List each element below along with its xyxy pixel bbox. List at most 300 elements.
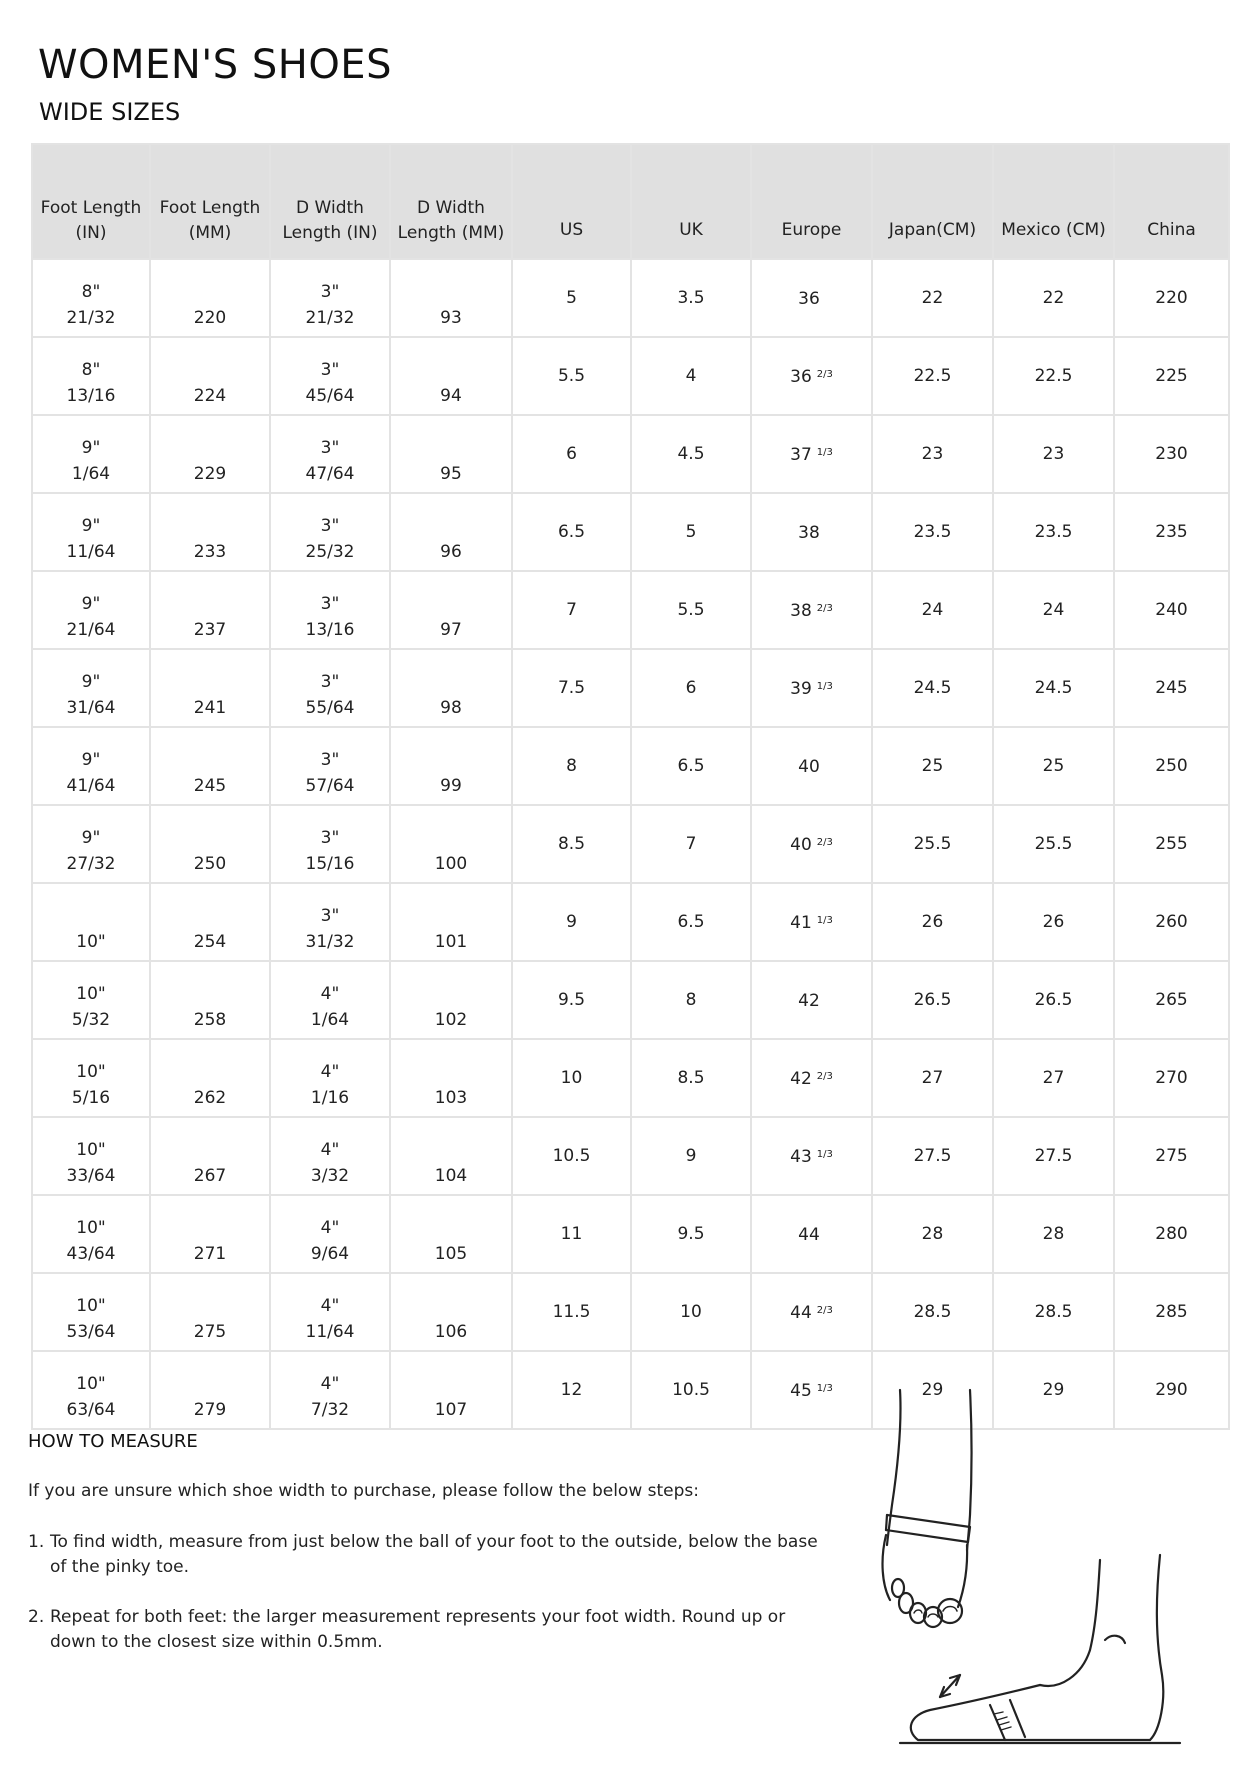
cell-value: 44 [790, 1303, 812, 1323]
table-cell [751, 727, 872, 805]
europe-fraction: 1/3 [816, 1149, 833, 1160]
cell-line: 5/16 [71, 1088, 111, 1108]
cell-line: 10" [76, 1296, 106, 1316]
table-cell [872, 727, 993, 805]
cell-value: 11.5 [552, 1302, 591, 1322]
table-cell [751, 337, 872, 415]
cell-value: 233 [193, 542, 227, 562]
table-cell [751, 415, 872, 493]
column-header [1114, 144, 1229, 259]
cell-value: 237 [193, 620, 227, 640]
table-cell [631, 961, 751, 1039]
cell-value: 270 [1155, 1068, 1188, 1088]
cell-line: 7/32 [310, 1400, 350, 1420]
cell-value: 267 [193, 1166, 227, 1186]
cell-line: 63/64 [66, 1400, 116, 1420]
cell-value: 9.5 [557, 990, 586, 1010]
cell-value: 265 [1155, 990, 1188, 1010]
table-cell [872, 493, 993, 571]
table-cell [1114, 415, 1229, 493]
table-cell [32, 493, 150, 571]
table-cell [751, 1351, 872, 1429]
cell-value: 7.5 [557, 678, 586, 698]
table-cell [270, 493, 390, 571]
table-cell [150, 1039, 270, 1117]
measure-step [28, 1530, 828, 1580]
table-cell [631, 337, 751, 415]
table-cell [512, 1039, 631, 1117]
table-cell [631, 1039, 751, 1117]
cell-value: 260 [1155, 912, 1188, 932]
table-cell [1114, 1117, 1229, 1195]
table-cell [872, 1039, 993, 1117]
table-cell [993, 883, 1114, 961]
column-header-line: US [559, 220, 584, 240]
table-cell [32, 1117, 150, 1195]
table-cell [872, 415, 993, 493]
table-cell [390, 1195, 512, 1273]
table-row [32, 1273, 1229, 1351]
column-header-line: Length (IN) [282, 223, 378, 243]
cell-value: 240 [1155, 600, 1188, 620]
cell-value: 27.5 [913, 1146, 952, 1166]
column-header [150, 144, 270, 259]
cell-value: 23.5 [1034, 522, 1073, 542]
cell-line: 21/32 [66, 308, 116, 328]
cell-value: 22 [1042, 288, 1065, 308]
table-cell [993, 1039, 1114, 1117]
cell-value: 100 [434, 854, 468, 874]
table-cell [270, 415, 390, 493]
cell-line: 10" [76, 1062, 106, 1082]
cell-line: 27/32 [66, 854, 116, 874]
table-cell [631, 1273, 751, 1351]
page-subtitle: WIDE SIZES [39, 98, 181, 126]
cell-line: 31/32 [305, 932, 355, 952]
cell-value: 245 [193, 776, 227, 796]
cell-value: 5 [566, 288, 577, 308]
cell-value: 279 [193, 1400, 227, 1420]
table-cell [270, 727, 390, 805]
cell-line: 10" [76, 1374, 106, 1394]
cell-value: 42 [798, 991, 820, 1011]
table-cell [32, 1039, 150, 1117]
cell-value: 106 [434, 1322, 468, 1342]
cell-value: 224 [193, 386, 227, 406]
cell-line: 25/32 [305, 542, 355, 562]
column-header-line: Foot Length [40, 198, 142, 218]
table-cell [993, 727, 1114, 805]
cell-line: 1/64 [310, 1010, 350, 1030]
column-header-line: (IN) [75, 223, 107, 243]
column-header-line: Japan(CM) [888, 220, 977, 240]
cell-value: 36 [790, 367, 812, 387]
europe-fraction: 2/3 [816, 1305, 833, 1316]
table-cell [390, 415, 512, 493]
cell-value: 4.5 [677, 444, 705, 464]
table-cell [512, 259, 631, 337]
cell-value: 275 [1155, 1146, 1188, 1166]
column-header-line: (MM) [188, 223, 232, 243]
cell-line: 45/64 [305, 386, 355, 406]
cell-value: 24.5 [1034, 678, 1073, 698]
cell-line: 9" [81, 516, 101, 536]
table-cell [631, 571, 751, 649]
cell-value: 28.5 [1034, 1302, 1073, 1322]
table-cell [631, 415, 751, 493]
table-cell [993, 1273, 1114, 1351]
measure-step [28, 1605, 828, 1655]
cell-line: 33/64 [66, 1166, 116, 1186]
cell-line: 9" [81, 750, 101, 770]
cell-value: 28.5 [913, 1302, 952, 1322]
cell-value: 6 [566, 444, 577, 464]
table-cell [1114, 571, 1229, 649]
table-cell [32, 259, 150, 337]
table-cell [390, 727, 512, 805]
cell-value: 41 [790, 913, 812, 933]
column-header-line: Mexico (CM) [1001, 220, 1106, 240]
table-cell [512, 1117, 631, 1195]
table-cell [631, 493, 751, 571]
cell-value: 225 [1155, 366, 1188, 386]
cell-value: 27.5 [1034, 1146, 1073, 1166]
cell-value: 36 [798, 289, 820, 309]
table-cell [390, 649, 512, 727]
table-cell [32, 1351, 150, 1429]
table-cell [512, 883, 631, 961]
table-cell [390, 571, 512, 649]
column-header [631, 144, 751, 259]
cell-value: 44 [798, 1225, 820, 1245]
table-cell [32, 805, 150, 883]
table-cell [872, 961, 993, 1039]
cell-value: 290 [1155, 1380, 1188, 1400]
table-cell [751, 1195, 872, 1273]
table-cell [270, 259, 390, 337]
table-cell [1114, 1273, 1229, 1351]
table-cell [512, 337, 631, 415]
cell-line: 3" [320, 282, 340, 302]
cell-value: 96 [440, 542, 462, 562]
column-header [390, 144, 512, 259]
table-cell [32, 649, 150, 727]
cell-line: 9" [81, 828, 101, 848]
europe-fraction: 1/3 [816, 1383, 833, 1394]
table-cell [1114, 493, 1229, 571]
europe-fraction: 1/3 [816, 447, 833, 458]
table-cell [390, 883, 512, 961]
table-cell [631, 259, 751, 337]
table-cell [150, 1195, 270, 1273]
cell-line: 47/64 [305, 464, 355, 484]
table-cell [270, 1117, 390, 1195]
cell-value: 262 [193, 1088, 227, 1108]
cell-value: 255 [1155, 834, 1188, 854]
cell-value: 11 [560, 1224, 583, 1244]
cell-line: 4" [320, 1296, 340, 1316]
cell-line: 11/64 [305, 1322, 355, 1342]
cell-line: 10" [76, 1218, 106, 1238]
table-cell [32, 727, 150, 805]
cell-value: 23.5 [913, 522, 952, 542]
table-cell [631, 1351, 751, 1429]
table-cell [1114, 337, 1229, 415]
table-cell [390, 1273, 512, 1351]
table-cell [993, 571, 1114, 649]
table-cell [1114, 805, 1229, 883]
cell-value: 22 [921, 288, 944, 308]
cell-value: 26 [1042, 912, 1065, 932]
table-cell [512, 649, 631, 727]
table-cell [270, 337, 390, 415]
cell-line: 4" [320, 1218, 340, 1238]
cell-value: 220 [1155, 288, 1188, 308]
cell-value: 26 [921, 912, 944, 932]
cell-value: 38 [790, 601, 812, 621]
cell-line: 55/64 [305, 698, 355, 718]
table-cell [631, 1117, 751, 1195]
cell-value: 99 [440, 776, 462, 796]
table-cell [751, 259, 872, 337]
table-cell [150, 805, 270, 883]
cell-value: 104 [434, 1166, 468, 1186]
cell-value: 7 [685, 834, 697, 854]
cell-line: 5/32 [71, 1010, 111, 1030]
table-cell [872, 1117, 993, 1195]
cell-value: 24.5 [913, 678, 952, 698]
table-cell [512, 1273, 631, 1351]
table-cell [872, 1273, 993, 1351]
cell-value: 28 [921, 1224, 944, 1244]
table-row [32, 1117, 1229, 1195]
cell-value: 6.5 [677, 756, 705, 776]
table-cell [512, 493, 631, 571]
cell-value: 25 [921, 756, 944, 776]
cell-value: 258 [193, 1010, 227, 1030]
table-cell [32, 571, 150, 649]
cell-line: 9" [81, 594, 101, 614]
cell-value: 6.5 [557, 522, 586, 542]
table-cell [270, 805, 390, 883]
cell-line: 3" [320, 360, 340, 380]
cell-line: 3" [320, 828, 340, 848]
table-cell [150, 415, 270, 493]
table-cell [32, 1273, 150, 1351]
cell-line: 43/64 [66, 1244, 116, 1264]
cell-line: 3/32 [310, 1166, 350, 1186]
table-cell [1114, 1195, 1229, 1273]
step-text: Repeat for both feet: the larger measurement represents your foot width. Round up or down to the closest size within 0.5mm. [50, 1607, 786, 1652]
cell-value: 4 [685, 366, 697, 386]
cell-value: 97 [440, 620, 462, 640]
cell-value: 3.5 [677, 288, 705, 308]
cell-value: 8 [566, 756, 577, 776]
page-title: WOMEN'S SHOES [38, 42, 392, 88]
cell-value: 25 [1042, 756, 1065, 776]
table-cell [872, 883, 993, 961]
step-number: 1. [28, 1532, 45, 1552]
table-cell [751, 883, 872, 961]
table-cell [993, 805, 1114, 883]
table-cell [751, 493, 872, 571]
cell-value: 254 [193, 932, 227, 952]
cell-line: 4" [320, 1140, 340, 1160]
cell-value: 250 [193, 854, 227, 874]
table-cell [512, 1351, 631, 1429]
table-cell [512, 727, 631, 805]
cell-value: 6 [685, 678, 697, 698]
table-cell [512, 1195, 631, 1273]
cell-line: 21/32 [305, 308, 355, 328]
table-cell [150, 1273, 270, 1351]
table-cell [270, 1039, 390, 1117]
table-cell [390, 259, 512, 337]
table-cell [150, 259, 270, 337]
table-cell [993, 337, 1114, 415]
cell-value: 26.5 [913, 990, 952, 1010]
cell-line: 15/16 [305, 854, 355, 874]
cell-value: 40 [790, 835, 812, 855]
table-cell [993, 1195, 1114, 1273]
table-cell [390, 1039, 512, 1117]
cell-value: 23 [921, 444, 944, 464]
table-cell [751, 649, 872, 727]
cell-value: 8.5 [557, 834, 586, 854]
column-header [872, 144, 993, 259]
table-cell [631, 1195, 751, 1273]
table-cell [390, 805, 512, 883]
cell-value: 5.5 [677, 600, 705, 620]
table-cell [1114, 883, 1229, 961]
table-cell [993, 649, 1114, 727]
cell-line: 3" [320, 438, 340, 458]
size-chart-table [31, 143, 1230, 1430]
table-cell [270, 961, 390, 1039]
table-cell [150, 883, 270, 961]
cell-value: 10 [560, 1068, 583, 1088]
table-row [32, 493, 1229, 571]
europe-fraction: 2/3 [816, 837, 833, 848]
table-body [32, 259, 1229, 1429]
cell-value: 98 [440, 698, 462, 718]
cell-value: 37 [790, 445, 812, 465]
cell-line: 4" [320, 984, 340, 1004]
table-cell [993, 1117, 1114, 1195]
cell-line: 4" [320, 1062, 340, 1082]
table-cell [32, 883, 150, 961]
table-row [32, 961, 1229, 1039]
column-header-line: Length (MM) [397, 223, 505, 243]
table-row [32, 1039, 1229, 1117]
column-header-line: UK [679, 220, 703, 240]
table-cell [150, 1351, 270, 1429]
measure-steps-list [28, 1530, 828, 1680]
column-header [270, 144, 390, 259]
cell-value: 285 [1155, 1302, 1188, 1322]
cell-line: 9" [81, 672, 101, 692]
table-cell [872, 649, 993, 727]
table-cell [512, 415, 631, 493]
cell-value: 23 [1042, 444, 1065, 464]
cell-line: 3" [320, 750, 340, 770]
table-row [32, 649, 1229, 727]
cell-value: 27 [1042, 1068, 1065, 1088]
cell-value: 24 [1042, 600, 1065, 620]
cell-line: 10" [76, 984, 106, 1004]
step-number: 2. [28, 1607, 45, 1627]
cell-value: 105 [434, 1244, 468, 1264]
table-cell [1114, 961, 1229, 1039]
step-text: To find width, measure from just below the ball of your foot to the outside, below the base of the pinky toe. [50, 1532, 818, 1577]
table-cell [390, 337, 512, 415]
table-cell [872, 571, 993, 649]
cell-value: 103 [434, 1088, 468, 1108]
column-header [32, 144, 150, 259]
table-cell [150, 493, 270, 571]
table-cell [1114, 727, 1229, 805]
cell-line: 11/64 [66, 542, 116, 562]
cell-line: 13/16 [305, 620, 355, 640]
table-cell [390, 493, 512, 571]
table-cell [270, 649, 390, 727]
table-cell [390, 1117, 512, 1195]
cell-line: 1/16 [310, 1088, 350, 1108]
cell-line: 13/16 [66, 386, 116, 406]
cell-line: 10" [76, 1140, 106, 1160]
cell-value: 235 [1155, 522, 1188, 542]
cell-value: 12 [560, 1380, 583, 1400]
table-cell [751, 571, 872, 649]
cell-value: 9 [566, 912, 577, 932]
cell-line: 3" [320, 594, 340, 614]
column-header-line: D Width [417, 198, 485, 218]
table-cell [631, 805, 751, 883]
cell-value: 275 [193, 1322, 227, 1342]
table-row [32, 337, 1229, 415]
table-cell [631, 727, 751, 805]
table-cell [1114, 649, 1229, 727]
table-cell [32, 415, 150, 493]
table-cell [150, 571, 270, 649]
cell-value: 8 [685, 990, 697, 1010]
cell-line: 9/64 [310, 1244, 350, 1264]
cell-value: 8.5 [677, 1068, 705, 1088]
table-cell [512, 805, 631, 883]
column-header [512, 144, 631, 259]
europe-fraction: 1/3 [816, 681, 833, 692]
table-cell [751, 805, 872, 883]
table-cell [1114, 259, 1229, 337]
table-cell [751, 961, 872, 1039]
table-cell [150, 337, 270, 415]
table-cell [993, 415, 1114, 493]
cell-value: 220 [193, 308, 227, 328]
table-cell [751, 1273, 872, 1351]
column-header-line: Foot Length [159, 198, 261, 218]
cell-value: 28 [1042, 1224, 1065, 1244]
cell-value: 271 [193, 1244, 227, 1264]
cell-line: 3" [320, 516, 340, 536]
cell-line: 53/64 [66, 1322, 116, 1342]
table-cell [390, 961, 512, 1039]
column-header [751, 144, 872, 259]
cell-value: 93 [440, 308, 462, 328]
cell-value: 29 [1042, 1380, 1065, 1400]
cell-line: 8" [81, 282, 101, 302]
cell-value: 42 [790, 1069, 812, 1089]
cell-value: 40 [798, 757, 820, 777]
